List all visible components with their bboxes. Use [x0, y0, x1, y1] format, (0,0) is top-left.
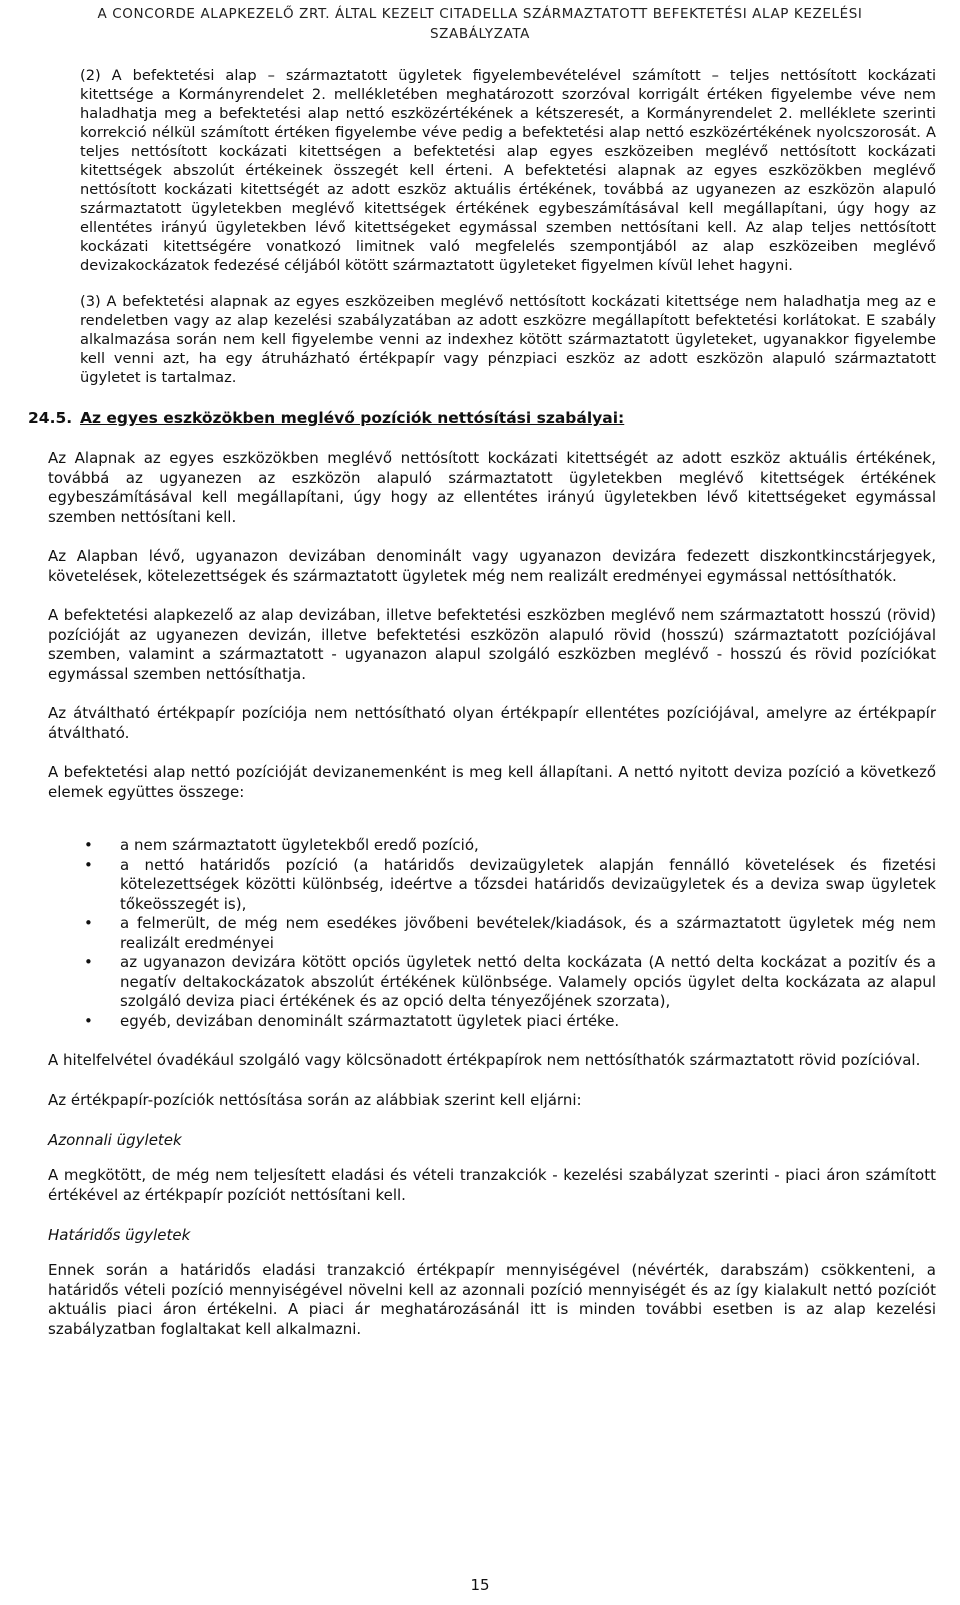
subsection-title: Azonnali ügyletek [48, 1131, 182, 1149]
body-paragraph: A befektetési alap nettó pozícióját devizanemenként is meg kell állapítani. A nettó nyitott deviza pozíció a következő elemek együttes összege: [48, 763, 936, 801]
body-paragraph: A befektetési alapkezelő az alap devizában, illetve befektetési eszközben meglévő nem származtatott hosszú (rövid) pozícióját az ugyanezen devizán, illetve befektetési eszközön alapuló rövid (hosszú) származtatott pozíciójával szemben, valamint a származtatott - ugyanazon alapul szolgáló eszközben meglévő - hosszú és rövid pozíciókat egymással szemben nettósíthatja. [48, 606, 936, 683]
header-line-2: SZABÁLYZATA [430, 26, 530, 42]
bullet-icon: • [84, 836, 93, 854]
bullet-icon: • [84, 953, 93, 971]
list-item-text: egyéb, devizában denominált származtatott ügyletek piaci értéke. [120, 1011, 620, 1030]
list-item-text: a nem származtatott ügyletekből eredő pozíció, [120, 836, 479, 854]
list-item-text: az ugyanazon devizára kötött opciós ügyletek nettó delta kockázata (A nettó delta kockázat a pozitív és a negatív deltakockázatok abszolút értékének különbsége. Valamely opciós ügylet delta kockázata az alapul szolgáló deviza piaci értékének és az opció delta tényezőjének szorzata), [120, 953, 936, 1010]
bullet-list [48, 836, 936, 1031]
list-item [48, 1012, 936, 1032]
bullet-icon: • [84, 914, 93, 932]
document-header [0, 4, 960, 44]
section-number: 24.5. [28, 409, 73, 427]
body-paragraph: Az Alapnak az egyes eszközökben meglévő nettósított kockázati kitettségét az adott eszköz aktuális értékének, továbbá az ugyanezen az eszközön alapuló származtatott ügyletekben meglévő kitettségek értékének egybeszámításával kell megállapítani, úgy hogy az ellentétes irányú ügyletekben lévő kitettségeket egymással szemben nettósítani kell. [48, 449, 936, 526]
list-item-text: a felmerült, de még nem esedékes jövőbeni bevételek/kiadások, és a származtatott ügyletek még nem realizált eredményei [120, 914, 936, 952]
list-item [48, 836, 936, 856]
list-item [48, 856, 936, 915]
body-paragraph: Az átváltható értékpapír pozíciója nem nettósítható olyan értékpapír ellentétes pozíciójával, amelyre az értékpapír átváltható. [48, 704, 936, 742]
body-paragraph: Az Alapban lévő, ugyanazon devizában denominált vagy ugyanazon devizára fedezett diszkontkincstárjegyek, követelések, kötelezettségek és származtatott ügyletek még nem realizált eredményei egymással nettósíthatók. [48, 547, 936, 585]
subsection-title: Határidős ügyletek [48, 1226, 191, 1244]
page-number: 15 [470, 1576, 490, 1594]
page-content [28, 66, 936, 1339]
list-item-text: a nettó határidős pozíció (a határidős devizaügyletek alapján fennálló követelések és fizetési kötelezettségek közötti különbség, ideértve a tőzsdei határidős devizaügyletek és a deviza swap ügyletek tőkeösszegét is), [120, 855, 936, 913]
bullet-icon: • [84, 855, 93, 874]
subsection-text: A megkötött, de még nem teljesített eladási és vételi tranzakciók - kezelési szabályzat szerinti - piaci áron számított értékével az értékpapír pozíciót nettósítani kell. [48, 1166, 936, 1204]
list-item [48, 953, 936, 1012]
body-paragraph: A hitelfelvétel óvadékául szolgáló vagy kölcsönadott értékpapírok nem nettósíthatók származtatott rövid pozícióval. [48, 1051, 921, 1069]
paragraph-2: (2) A befektetési alap – származtatott ügyletek figyelembevételével számított – teljes nettósított kockázati kitettsége a Kormányrendelet 2. mellékletében meghatározott szorzóval korrigált értéken figyelembe véve nem haladhatja meg a befektetési alap nettó eszközértékének a kétszeresét, a Kormányrendelet 2. melléklete szerinti korrekció nélkül számított értéken figyelembe véve pedig a befektetési alap nettó eszközértékének nyolcszorosát. A teljes nettósított kockázati kitettségen a befektetési alap egyes eszközeiben meglévő nettósított kockázati kitettségek abszolút értékeinek összegét kell érteni. A befektetési alapnak az egyes eszközökben meglévő nettósított kockázati kitettségét az adott eszköz aktuális értékének, továbbá az ugyanezen az eszközön alapuló származtatott ügyletekben meglévő kitettségek értékének egybeszámításával kell megállapítani, úgy hogy az ellentétes irányú ügyletekben lévő kitettségeket egymással szemben nettósítani kell. Az alap teljes nettósított kockázati kitettségére vonatkozó limitnek való megfelelés szempontjából az alap eszközeiben meglévő devizakockázatok fedezésé céljából kötött származtatott ügyleteket figyelmen kívül lehet hagyni. [80, 67, 936, 274]
list-item [48, 914, 936, 953]
bullet-icon: • [84, 1011, 93, 1030]
header-line-1: A CONCORDE ALAPKEZELŐ ZRT. ÁLTAL KEZELT CITADELLA SZÁRMAZTATOTT BEFEKTETÉSI ALAP KEZELÉSI [97, 6, 863, 22]
paragraph-3: (3) A befektetési alapnak az egyes eszközeiben meglévő nettósított kockázati kitettsége nem haladhatja meg az e rendeletben vagy az alap kezelési szabályzatában az adott eszközre megállapított befektetési korlátokat. E szabály alkalmazása során nem kell figyelembe venni az indexhez kötött származtatott ügyleteket, ugyanakkor figyelembe kell venni azt, ha egy átruházható értékpapír vagy pénzpiaci eszköz az adott eszközön alapuló származtatott ügyletet is tartalmaz. [80, 293, 936, 386]
section-heading [28, 407, 936, 429]
subsection-text: Ennek során a határidős eladási tranzakció értékpapír mennyiségével (névérték, darabszám) csökkenteni, a határidős vételi pozíció mennyiségével növelni kell az azonnali pozíció mennyiségét és az így kialakult nettó pozíciót aktuális piaci áron értékelni. A piaci ár meghatározásánál itt is minden további esetben is az alap kezelési szabályzatban foglaltakat kell alkalmazni. [48, 1261, 936, 1338]
body-paragraph: Az értékpapír-pozíciók nettósítása során az alábbiak szerint kell eljárni: [48, 1090, 582, 1109]
section-title: Az egyes eszközökben meglévő pozíciók nettósítási szabályai: [80, 409, 625, 427]
